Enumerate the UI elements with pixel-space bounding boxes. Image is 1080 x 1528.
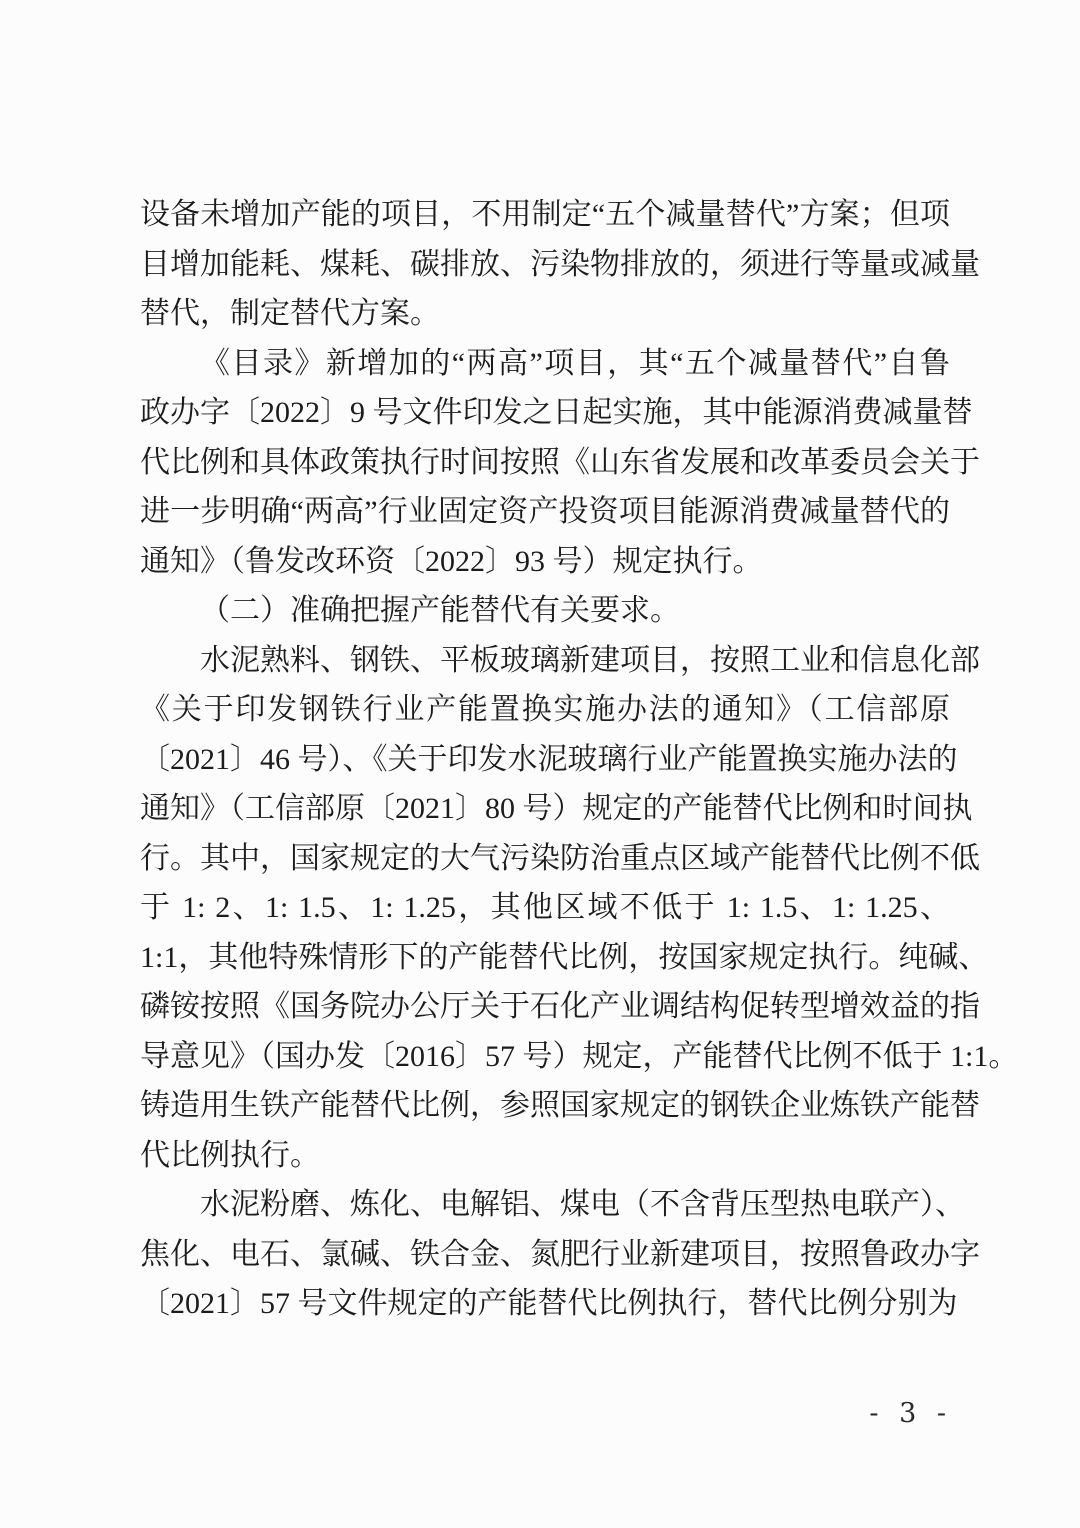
text-line: 《目录》新增加的“两高”项目，其“五个减量替代”自鲁	[200, 346, 950, 380]
page-number: - 3 -	[869, 1398, 952, 1429]
text-line: 政办字〔2022〕9 号文件印发之日起实施，其中能源消费减量替	[140, 396, 973, 429]
text-line: 代比例和具体政策执行时间按照《山东省发展和改革委员会关于	[140, 445, 980, 479]
text-line: 通知》（鲁发改环资〔2022〕93 号）规定执行。	[140, 544, 763, 578]
text-line: 设备未增加产能的项目，不用制定“五个减量替代”方案；但项	[140, 198, 950, 231]
text-line: 〔2021〕46 号）、《关于印发水泥玻璃行业产能置换实施办法的	[140, 742, 958, 776]
text-line: 水泥粉磨、炼化、电解铝、煤电（不含背压型热电联产）、	[200, 1188, 965, 1221]
text-line: 进一步明确“两高”行业固定资产投资项目能源消费减量替代的	[140, 495, 950, 528]
text-line: 磷铵按照《国务院办公厅关于石化产业调结构促转型增效益的指	[140, 990, 980, 1023]
text-line: 于 1: 2、1: 1.5、1: 1.25，其他区域不低于 1: 1.5、1: 1.25、	[140, 891, 950, 924]
document-body	[140, 190, 1019, 1329]
text-line: 《关于印发钢铁行业产能置换实施办法的通知》（工信部原	[140, 693, 950, 726]
text-line: 水泥熟料、钢铁、平板玻璃新建项目，按照工业和信息化部	[200, 643, 980, 677]
text-line: 目增加能耗、煤耗、碳排放、污染物排放的，须进行等量或减量	[140, 247, 980, 281]
text-line: 代比例执行。	[140, 1138, 320, 1172]
text-line: 铸造用生铁产能替代比例，参照国家规定的钢铁企业炼铁产能替	[140, 1089, 980, 1122]
text-line: 导意见》（国办发〔2016〕57 号）规定，产能替代比例不低于 1:1。	[140, 1039, 1019, 1073]
text-line: 〔2021〕57 号文件规定的产能替代比例执行，替代比例分别为	[140, 1287, 958, 1320]
text-line: 通知》（工信部原〔2021〕80 号）规定的产能替代比例和时间执	[140, 792, 973, 825]
text-line: 行。其中，国家规定的大气污染防治重点区域产能替代比例不低	[140, 841, 980, 875]
text-line: 替代，制定替代方案。	[140, 297, 440, 330]
text-line: 1:1，其他特殊情形下的产能替代比例，按国家规定执行。纯碱、	[140, 940, 989, 974]
text-line: 焦化、电石、氯碱、铁合金、氮肥行业新建项目，按照鲁政办字	[140, 1237, 980, 1271]
section-heading: （二）准确把握产能替代有关要求。	[200, 594, 680, 627]
